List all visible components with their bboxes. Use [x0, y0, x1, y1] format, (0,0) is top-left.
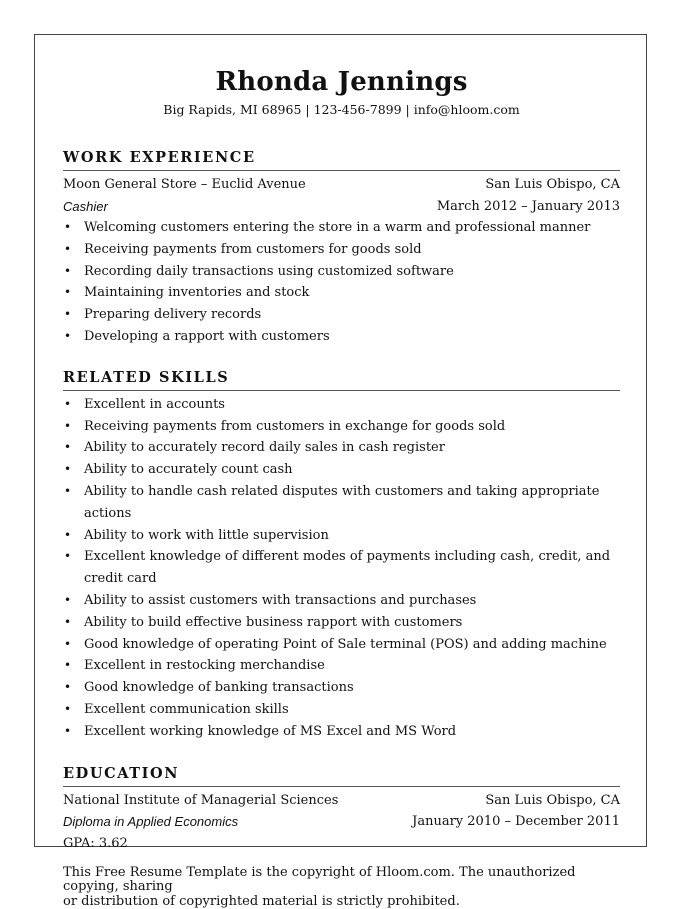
job-header-row — [63, 174, 620, 196]
duty-item-text: Maintaining inventories and stock — [84, 285, 310, 301]
employer-name: Moon General Store – Euclid Avenue — [63, 177, 306, 192]
skill-item-text: Ability to assist customers with transactions and purchases — [84, 592, 477, 608]
duty-item — [63, 261, 620, 283]
duty-item-text: Recording daily transactions using customized software — [84, 263, 454, 279]
education-heading: EDUCATION — [63, 764, 180, 782]
section-divider — [63, 390, 620, 391]
bullet-icon: • — [64, 549, 72, 564]
duty-item — [63, 304, 620, 326]
skill-item-text: Ability to handle cash related disputes with customers and taking appropriate actions — [84, 483, 600, 521]
copyright-notice — [63, 866, 620, 909]
duty-item — [63, 239, 620, 261]
bullet-icon: • — [64, 285, 72, 300]
degree-name: Diploma in Applied Economics — [63, 814, 239, 830]
job-role-row — [63, 196, 620, 218]
degree-row — [63, 811, 620, 833]
skill-item — [63, 525, 620, 547]
skill-item — [63, 481, 620, 525]
school-row — [63, 790, 620, 812]
job-dates: March 2012 – January 2013 — [436, 198, 620, 214]
section-divider — [63, 786, 620, 787]
related-skills-section — [63, 369, 620, 743]
bullet-icon: • — [64, 658, 72, 673]
skill-item-text: Good knowledge of operating Point of Sale terminal (POS) and adding machine — [84, 636, 607, 652]
job-location: San Luis Obispo, CA — [485, 177, 620, 192]
bullet-icon: • — [64, 328, 72, 343]
duty-item-text: Developing a rapport with customers — [84, 328, 330, 344]
skill-item-text: Ability to work with little supervision — [84, 527, 329, 543]
bullet-icon: • — [64, 680, 72, 695]
skills-list — [63, 394, 620, 743]
duty-item — [63, 282, 620, 304]
bullet-icon: • — [64, 614, 72, 629]
skill-item — [63, 634, 620, 656]
duty-item-text: Welcoming customers entering the store in a warm and professional manner — [84, 220, 591, 235]
skill-item-text: Excellent knowledge of different modes of payments including cash, credit, and credit card — [84, 549, 611, 587]
skill-item — [63, 655, 620, 677]
school-name: National Institute of Managerial Sciences — [63, 792, 339, 808]
skill-item — [63, 416, 620, 438]
skill-item — [63, 459, 620, 481]
skill-item-text: Excellent working knowledge of MS Excel and MS Word — [84, 723, 457, 739]
skill-item-text: Receiving payments from customers in exchange for goods sold — [84, 418, 506, 434]
skill-item — [63, 437, 620, 459]
section-divider — [63, 170, 620, 171]
bullet-icon: • — [64, 418, 72, 433]
skill-item — [63, 677, 620, 699]
job-title: Cashier — [63, 198, 108, 214]
bullet-icon: • — [64, 220, 72, 234]
skill-item-text: Excellent communication skills — [84, 701, 289, 717]
copyright-line-1: This Free Resume Template is the copyright of Hloom.com. The unauthorized copying, sharing — [63, 864, 576, 895]
candidate-name: Rhonda Jennings — [215, 67, 468, 97]
skill-item-text: Excellent in restocking merchandise — [84, 658, 325, 674]
duty-item-text: Receiving payments from customers for goods sold — [84, 241, 422, 257]
resume-document — [63, 66, 620, 909]
bullet-icon: • — [64, 636, 72, 651]
bullet-icon: • — [64, 396, 72, 411]
bullet-icon: • — [64, 483, 72, 498]
skill-item — [63, 721, 620, 743]
job-duties-list — [63, 217, 620, 348]
bullet-icon: • — [64, 241, 72, 256]
duty-item-text: Preparing delivery records — [84, 307, 262, 323]
skill-item-text: Ability to accurately count cash — [84, 462, 293, 478]
skill-item-text: Good knowledge of banking transactions — [84, 680, 354, 696]
bullet-icon: • — [64, 723, 72, 738]
gpa: GPA: 3.62 — [63, 835, 128, 851]
work-experience-heading: WORK EXPERIENCE — [63, 149, 256, 166]
school-location: San Luis Obispo, CA — [485, 792, 620, 808]
bullet-icon: • — [64, 527, 72, 542]
skill-item — [63, 612, 620, 634]
duty-item — [63, 217, 620, 239]
duty-item — [63, 326, 620, 348]
work-experience-section — [63, 149, 620, 348]
education-section — [63, 765, 620, 854]
skill-item — [63, 590, 620, 612]
bullet-icon: • — [64, 440, 72, 455]
copyright-line-2: or distribution of copyrighted material is strictly prohibited. — [63, 893, 460, 909]
bullet-icon: • — [64, 307, 72, 322]
skill-item-text: Excellent in accounts — [84, 396, 225, 412]
skill-item-text: Ability to build effective business rapport with customers — [84, 614, 463, 630]
skill-item-text: Ability to accurately record daily sales in cash register — [84, 440, 445, 456]
bullet-icon: • — [64, 462, 72, 477]
education-dates: January 2010 – December 2011 — [412, 814, 620, 830]
bullet-icon: • — [64, 263, 72, 278]
skill-item — [63, 394, 620, 416]
bullet-icon: • — [64, 592, 72, 607]
bullet-icon: • — [64, 701, 72, 716]
skill-item — [63, 546, 620, 590]
related-skills-heading: RELATED SKILLS — [63, 368, 230, 386]
contact-line: Big Rapids, MI 68965 | 123-456-7899 | info@hloom.com — [163, 102, 520, 117]
skill-item — [63, 699, 620, 721]
